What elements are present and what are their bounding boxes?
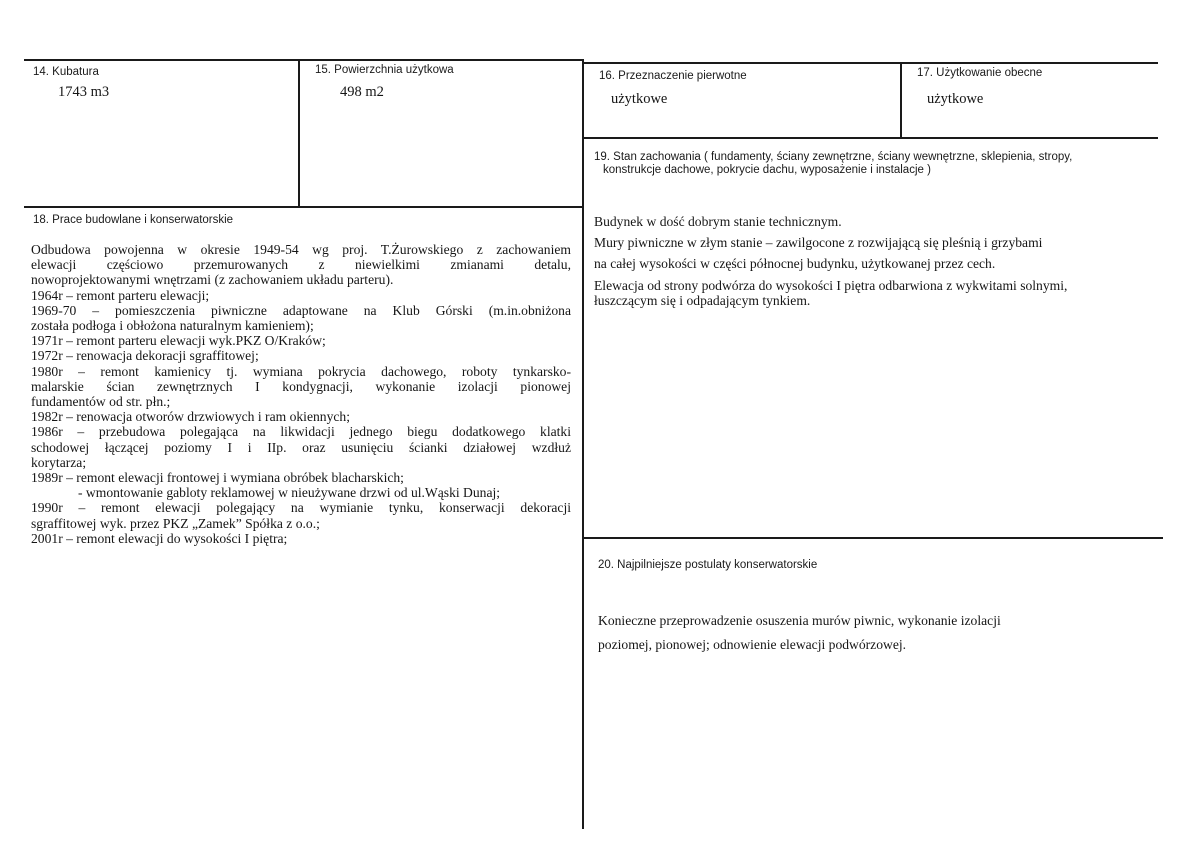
works-line: nowoprojektowanymi wnętrzami (z zachowaniem układu parteru). (31, 272, 394, 288)
top-rule-right (582, 62, 1158, 64)
field-14-label: 14. Kubatura (33, 66, 99, 78)
works-line: fundamentów od str. płn.; (31, 394, 171, 410)
center-divider (582, 59, 584, 829)
divider-14-15 (298, 60, 300, 207)
works-line: sgraffitowej wyk. przez PKZ „Zamek” Spółka z o.o.; (31, 515, 320, 531)
works-line: - wmontowanie gabloty reklamowej w nieużywane drzwi od ul.Wąski Dunaj; (78, 485, 501, 501)
works-line: 1990r – remont elewacji polegający na wymianie tynku, konserwacji dekoracji (31, 500, 571, 516)
rule-above-20 (583, 537, 1163, 539)
works-line: schodowej łączącej poziomy I i IIp. oraz usunięciu ścianki działowej wzdłuż (31, 439, 571, 455)
condition-line: Budynek w dość dobrym stanie technicznym. (594, 214, 842, 229)
field-15-label: 15. Powierzchnia użytkowa (315, 64, 454, 76)
condition-line: Mury piwniczne w złym stanie – zawilgocone z rozwijającą się pleśnią i grzybami (594, 235, 1043, 251)
divider-16-17 (900, 62, 902, 138)
works-line: 1971r – remont parteru elewacji wyk.PKZ O/Kraków; (31, 333, 326, 349)
field-20-label: 20. Najpilniejsze postulaty konserwatorskie (598, 559, 818, 571)
works-line: 1986r – przebudowa polegająca na likwidacji jednego biegu dodatkowego klatki (31, 424, 571, 440)
works-line: 1989r – remont elewacji frontowej i wymiana obróbek blacharskich; (31, 470, 404, 486)
works-line: korytarza; (31, 454, 87, 470)
field-17-label: 17. Użytkowanie obecne (917, 67, 1043, 79)
rule-above-18 (24, 206, 583, 208)
works-line: 1969-70 – pomieszczenia piwniczne adaptowane na Klub Górski (m.in.obniżona (31, 302, 571, 318)
condition-text (594, 214, 1174, 308)
works-line: 1982r – renowacja otworów drzwiowych i ram okiennych; (31, 409, 350, 425)
field-16-label: 16. Przeznaczenie pierwotne (599, 70, 747, 82)
field-19-label: 19. Stan zachowania ( fundamenty, ściany zewnętrzne, ściany wewnętrzne, sklepienia, stropy, (594, 151, 1073, 163)
works-list (31, 242, 571, 546)
postulate-line: poziomej, pionowej; odnowienie elewacji podwórzowej. (598, 637, 907, 653)
postulates-text (598, 613, 1158, 652)
field-16-value: użytkowe (611, 91, 668, 107)
works-line: została podłoga i obłożona naturalnym kamieniem); (31, 318, 314, 334)
postulate-line: Konieczne przeprowadzenie osuszenia murów piwnic, wykonanie izolacji (598, 613, 1001, 628)
works-line: 2001r – remont elewacji do wysokości I piętra; (31, 530, 288, 546)
condition-line: Elewacja od strony podwórza do wysokości I piętra odbarwiona z wykwitami solnymi, (594, 277, 1068, 293)
field-14-value: 1743 m3 (58, 84, 110, 100)
condition-line: na całej wysokości w części północnej budynku, użytkowanej przez cech. (594, 256, 996, 272)
top-rule-left (24, 59, 582, 61)
field-19-label-cont: konstrukcje dachowe, pokrycie dachu, wyposażenie i instalacje ) (603, 164, 931, 176)
rule-above-19 (583, 137, 1158, 139)
works-line: Odbudowa powojenna w okresie 1949-54 wg proj. T.Żurowskiego z zachowaniem (31, 242, 571, 257)
works-line: elewacji częściowo przemurowanych z niewielkimi zmianami detalu, (31, 257, 571, 273)
field-18-label: 18. Prace budowlane i konserwatorskie (33, 214, 234, 226)
field-17-value: użytkowe (927, 91, 984, 107)
condition-line: łuszczącym się i odpadającym tynkiem. (594, 292, 811, 308)
field-15-value: 498 m2 (340, 84, 384, 100)
works-line: malarskie ścian zewnętrznych I kondygnacji, wykonanie izolacji pionowej (31, 378, 571, 394)
works-line: 1980r – remont kamienicy tj. wymiana pokrycia dachowego, roboty tynkarsko- (31, 363, 571, 379)
works-line: 1964r – remont parteru elewacji; (31, 287, 210, 303)
works-line: 1972r – renowacja dekoracji sgraffitowej; (31, 348, 259, 364)
